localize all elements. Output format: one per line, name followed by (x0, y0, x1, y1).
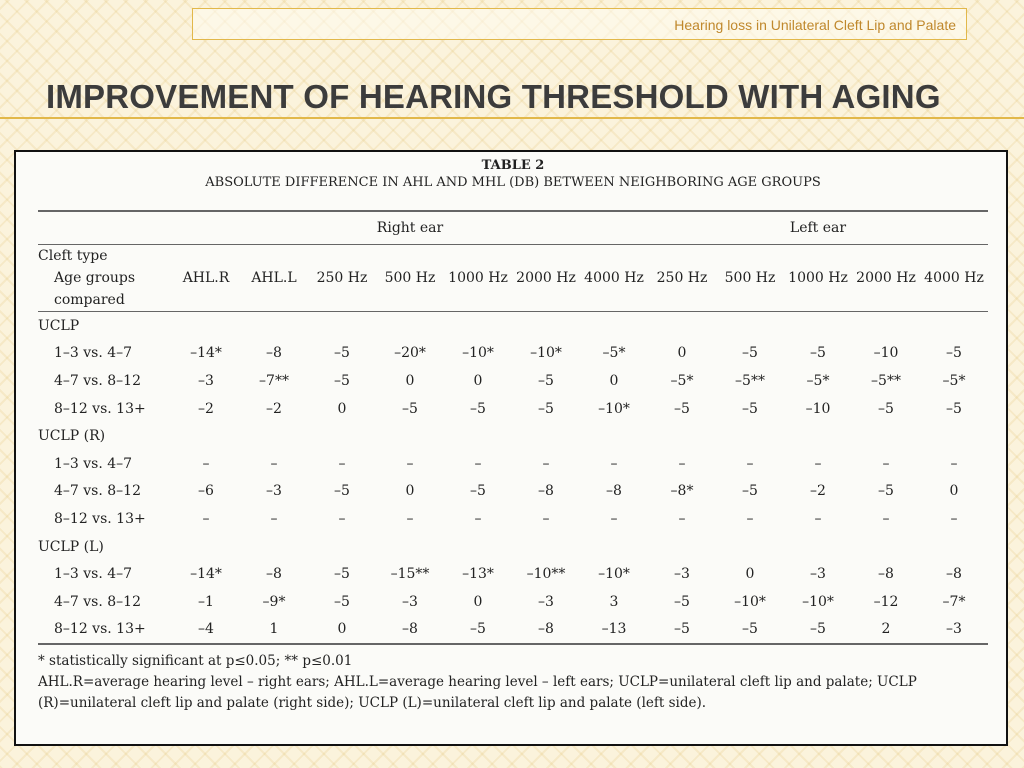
table-cell: –12 (873, 593, 899, 610)
table-cell: –5 (334, 566, 350, 583)
table-cell: –5 (334, 593, 350, 610)
ear-header-spacer (38, 211, 172, 245)
table-cell: –10* (462, 345, 494, 362)
table-cell: –5 (538, 400, 554, 417)
table-caption: ABSOLUTE DIFFERENCE IN AHL AND MHL (DB) BETWEEN NEIGHBORING AGE GROUPS (205, 175, 821, 190)
table-cell: – (814, 455, 822, 472)
table-cell: –3 (198, 372, 214, 389)
table-cell: –9* (262, 593, 286, 610)
table-cell: –10* (598, 566, 630, 583)
table-cell: –5 (674, 593, 690, 610)
table-cell: –5* (806, 372, 830, 389)
column-header: AHL.L (240, 245, 308, 312)
table-cell: –8 (266, 566, 282, 583)
column-header: 1000 Hz (784, 245, 852, 312)
stub-header-line: Age groups (54, 270, 136, 286)
table-cell: – (678, 455, 686, 472)
table-cell: – (678, 510, 686, 527)
table-cell: –5 (716, 616, 784, 645)
table-cell: –10** (526, 566, 566, 583)
table-cell: –2 (266, 400, 282, 417)
column-header-row (38, 245, 988, 312)
table-cell: –4 (172, 616, 240, 645)
table-cell: 0 (337, 400, 347, 417)
column-header: 500 Hz (716, 245, 784, 312)
row-label: 1–3 vs. 4–7 (54, 345, 133, 362)
group-label: UCLP (38, 317, 80, 334)
column-header: 250 Hz (648, 245, 716, 312)
table-cell: –10 (873, 345, 899, 362)
row-label: 4–7 vs. 8–12 (54, 483, 141, 500)
table-cell: – (338, 455, 346, 472)
table-cell: – (542, 510, 550, 527)
table-cell: 0 (473, 593, 483, 610)
table-row (38, 478, 988, 506)
table-row (38, 560, 988, 588)
table-cell: –3 (538, 593, 554, 610)
stub-header-line: compared (54, 292, 125, 308)
table-cell: – (950, 455, 958, 472)
table-cell: –8 (538, 483, 554, 500)
table-cell: –13* (462, 566, 494, 583)
table-cell: –7** (259, 372, 289, 389)
table-cell: – (406, 455, 414, 472)
table-cell: –5 (784, 616, 852, 645)
table-cell: –3 (674, 566, 690, 583)
table-cell: – (610, 455, 618, 472)
table-cell: –5** (735, 372, 765, 389)
row-label: 1–3 vs. 4–7 (54, 455, 133, 472)
table-cell: –15** (390, 566, 430, 583)
table-row (38, 588, 988, 616)
column-header: 250 Hz (308, 245, 376, 312)
table-cell: –8 (376, 616, 444, 645)
group-label: UCLP (R) (38, 428, 106, 445)
table-cell: 0 (677, 345, 687, 362)
table-cell: –5 (334, 372, 350, 389)
table-cell: 0 (405, 372, 415, 389)
table-cell: 0 (308, 616, 376, 645)
slide-title: IMPROVEMENT OF HEARING THRESHOLD WITH AGING (46, 78, 941, 115)
table-cell: –8 (878, 566, 894, 583)
table-cell: –14* (190, 345, 222, 362)
table-cell: –5 (538, 372, 554, 389)
table-cell: – (950, 510, 958, 527)
table-cell: –5** (871, 372, 901, 389)
table-cell: 0 (405, 483, 415, 500)
table-cell: – (610, 510, 618, 527)
header-box (192, 8, 967, 40)
table-cell: 0 (609, 372, 619, 389)
row-label: 8–12 vs. 13+ (54, 400, 146, 417)
table-cell: –10* (734, 593, 766, 610)
table-heading: TABLE 2 (481, 158, 545, 173)
table-cell: –5 (742, 483, 758, 500)
table-cell: – (474, 455, 482, 472)
table-cell: –5* (602, 345, 626, 362)
table-cell: –5 (878, 483, 894, 500)
table-content (38, 158, 988, 714)
table-cell: –5 (742, 345, 758, 362)
table-cell: –5 (946, 400, 962, 417)
table-cell: –8 (512, 616, 580, 645)
column-header: 500 Hz (376, 245, 444, 312)
table-cell: –5 (470, 400, 486, 417)
table-cell: –8 (946, 566, 962, 583)
table-row (38, 395, 988, 423)
group-row (38, 533, 988, 561)
column-header: 4000 Hz (920, 245, 988, 312)
table-cell: –3 (810, 566, 826, 583)
table-cell: –5* (942, 372, 966, 389)
row-label: 8–12 vs. 13+ (54, 510, 146, 527)
right-ear-header: Right ear (172, 211, 648, 245)
table-cell: –10 (805, 400, 831, 417)
footnote-significance: * statistically significant at p≤0.05; ** p≤0.01 (38, 653, 353, 670)
column-header: 1000 Hz (444, 245, 512, 312)
table-cell: –5 (742, 400, 758, 417)
table-cell: – (338, 510, 346, 527)
table-row (38, 616, 988, 645)
table-cell: – (474, 510, 482, 527)
group-row (38, 422, 988, 450)
footnote-abbreviations: AHL.R=average hearing level – right ears; AHL.L=average hearing level – left ears; UCLP=unilateral cleft lip and palate; UCLP (R)=unilateral cleft lip and palate (right side); UCLP (L)=unilateral cleft lip and palate (left side). (38, 674, 917, 712)
table-cell: – (746, 455, 754, 472)
table-cell: –7* (942, 593, 966, 610)
ear-header-row (38, 211, 988, 245)
table-cell: 0 (745, 566, 755, 583)
table-cell: –2 (198, 400, 214, 417)
table-cell: –5 (674, 400, 690, 417)
table-footnotes (38, 651, 988, 714)
table-cell: –2 (810, 483, 826, 500)
table-cell: – (202, 455, 210, 472)
column-header: 2000 Hz (852, 245, 920, 312)
table-cell: –5 (878, 400, 894, 417)
table-cell: –5 (402, 400, 418, 417)
row-label: 8–12 vs. 13+ (38, 616, 172, 645)
table-cell: –5 (334, 483, 350, 500)
table-cell: –3 (402, 593, 418, 610)
group-label: UCLP (L) (38, 538, 104, 555)
table-cell: –3 (920, 616, 988, 645)
table-cell: – (270, 510, 278, 527)
table-cell: –1 (198, 593, 214, 610)
stub-header-line: Cleft type (38, 248, 108, 264)
table-cell: 0 (473, 372, 483, 389)
table-cell: – (814, 510, 822, 527)
table-cell: –5* (670, 372, 694, 389)
table-cell: –8 (266, 345, 282, 362)
table-row (38, 505, 988, 533)
row-label: 1–3 vs. 4–7 (54, 566, 133, 583)
table-cell: –5 (648, 616, 716, 645)
table-cell: –5 (444, 616, 512, 645)
table-row (38, 450, 988, 478)
table-cell: 2 (852, 616, 920, 645)
hearing-table (38, 210, 988, 645)
table-cell: – (882, 455, 890, 472)
table-body (38, 312, 988, 645)
table-cell: – (542, 455, 550, 472)
table-cell: –5 (810, 345, 826, 362)
table-cell: –10* (530, 345, 562, 362)
table-cell: – (270, 455, 278, 472)
table-row (38, 367, 988, 395)
table-cell: – (882, 510, 890, 527)
table-row (38, 340, 988, 368)
left-ear-header: Left ear (648, 211, 988, 245)
group-row (38, 312, 988, 340)
table-image-frame (14, 150, 1008, 746)
title-underline (0, 117, 1024, 119)
column-header: AHL.R (172, 245, 240, 312)
table-cell: –6 (198, 483, 214, 500)
table-cell: –13 (580, 616, 648, 645)
column-header: 4000 Hz (580, 245, 648, 312)
table-cell: –3 (266, 483, 282, 500)
column-header: 2000 Hz (512, 245, 580, 312)
table-cell: –10* (802, 593, 834, 610)
table-cell: –10* (598, 400, 630, 417)
row-label: 4–7 vs. 8–12 (54, 593, 141, 610)
header-text: Hearing loss in Unilateral Cleft Lip and Palate (674, 17, 956, 33)
table-cell: –8* (670, 483, 694, 500)
row-label: 4–7 vs. 8–12 (54, 372, 141, 389)
table-cell: –5 (470, 483, 486, 500)
table-cell: – (202, 510, 210, 527)
stub-header (38, 245, 172, 312)
table-cell: –8 (606, 483, 622, 500)
table-cell: –5 (946, 345, 962, 362)
table-cell: 0 (949, 483, 959, 500)
table-cell: – (746, 510, 754, 527)
table-cell: –20* (394, 345, 426, 362)
table-cell: –14* (190, 566, 222, 583)
table-cell: –5 (334, 345, 350, 362)
table-cell: 1 (240, 616, 308, 645)
table-cell: 3 (609, 593, 619, 610)
table-cell: – (406, 510, 414, 527)
